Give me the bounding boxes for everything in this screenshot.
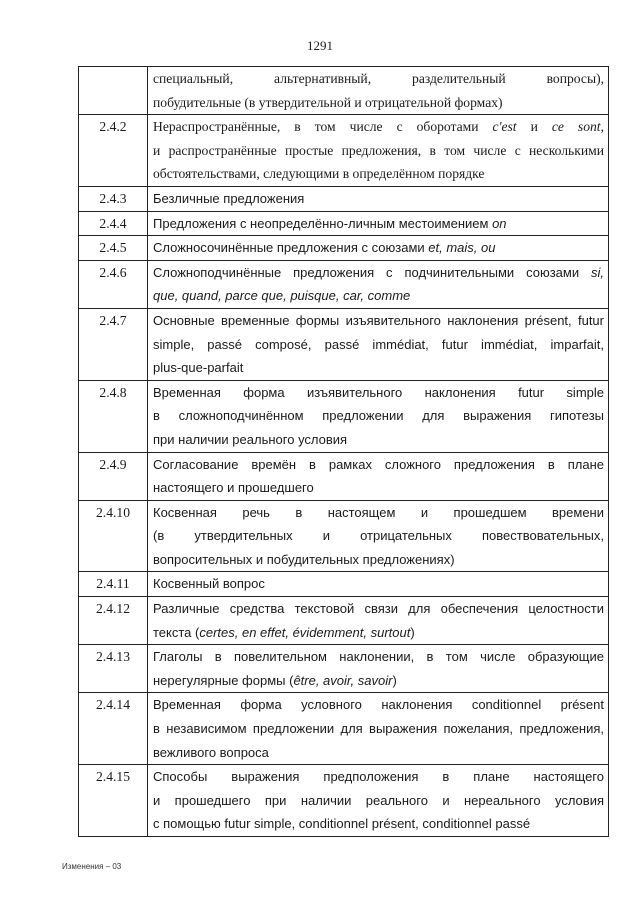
text-fragment: при наличии реального условия	[153, 431, 348, 447]
text-fragment: обстоятельствами, следующими в определённом порядке	[153, 166, 485, 182]
text-fragment: Косвенный вопрос	[153, 576, 265, 592]
text-fragment: (в утвердительных и отрицательных повествовательных,	[153, 528, 604, 544]
text-line	[153, 261, 604, 285]
table-row	[79, 500, 609, 572]
text-fragment: plus-que-parfait	[153, 360, 244, 376]
text-fragment: вежливого вопроса	[153, 744, 269, 760]
text-line	[153, 476, 604, 500]
table-body	[79, 67, 609, 837]
section-number: 2.4.13	[79, 645, 148, 693]
text-line	[153, 404, 604, 428]
table-row	[79, 693, 609, 765]
topic-description	[148, 597, 609, 645]
topic-description	[148, 186, 609, 211]
section-number: 2.4.5	[79, 236, 148, 261]
topic-description	[148, 380, 609, 452]
table-row	[79, 236, 609, 261]
text-fragment: настоящего и прошедшего	[153, 480, 314, 496]
topic-description	[148, 693, 609, 765]
topic-description	[148, 236, 609, 261]
section-number: 2.4.14	[79, 693, 148, 765]
text-line	[153, 453, 604, 477]
section-number: 2.4.4	[79, 211, 148, 236]
italic-term: être, avoir, savoir	[293, 672, 393, 688]
text-line	[153, 284, 604, 308]
text-line	[153, 381, 604, 405]
topic-description	[148, 572, 609, 597]
text-line	[153, 212, 604, 236]
section-number	[79, 67, 148, 115]
italic-term: on	[492, 215, 507, 231]
text-fragment: вопросительных и побудительных предложениях)	[153, 551, 455, 567]
text-line	[153, 645, 604, 669]
topic-description	[148, 765, 609, 837]
text-line	[153, 693, 604, 717]
text-line	[153, 812, 604, 836]
text-fragment: и распространённые простые предложения, в том числе с несколькими	[153, 142, 604, 158]
table-row	[79, 260, 609, 308]
text-fragment: специальный, альтернативный, разделительный вопросы),	[153, 71, 604, 86]
topic-description	[148, 67, 609, 115]
italic-term: c'est	[492, 119, 517, 135]
text-fragment: ,	[600, 119, 604, 135]
text-line	[153, 548, 604, 572]
text-fragment: Косвенная речь в настоящем и прошедшем времени	[153, 504, 604, 520]
text-fragment: Предложения с неопределённо-личным местоимением	[153, 215, 493, 231]
text-fragment: в сложноподчинённом предложении для выражения гипотезы	[153, 408, 604, 424]
text-fragment: Безличные предложения	[153, 190, 305, 206]
text-line	[153, 115, 604, 139]
italic-term: et, mais, ou	[428, 240, 496, 256]
topic-description	[148, 115, 609, 187]
table-row	[79, 572, 609, 597]
text-line	[153, 572, 604, 596]
text-line	[153, 236, 604, 260]
text-fragment: Нераспространённые, в том числе с оборотами	[153, 119, 493, 135]
page-footer: Изменения – 03	[62, 862, 122, 871]
topic-description	[148, 452, 609, 500]
text-line	[153, 524, 604, 548]
text-fragment: Сложноподчинённые предложения с подчинительными союзами	[153, 264, 591, 280]
text-fragment: с помощью futur simple, conditionnel présent, conditionnel passé	[153, 816, 531, 832]
text-fragment: Согласование времён в рамках сложного предложения в плане	[153, 456, 604, 472]
text-line	[153, 139, 604, 163]
text-fragment: и	[516, 119, 552, 135]
table-row	[79, 308, 609, 380]
text-line	[153, 717, 604, 741]
grammar-topics-table	[78, 66, 609, 837]
text-line	[153, 597, 604, 621]
table-row	[79, 186, 609, 211]
text-fragment: в независимом предложении для выражения пожелания, предложения,	[153, 721, 604, 737]
text-line	[153, 428, 604, 452]
text-line	[153, 91, 604, 115]
italic-term: ce sont	[551, 119, 601, 135]
section-number: 2.4.9	[79, 452, 148, 500]
section-number: 2.4.8	[79, 380, 148, 452]
text-fragment: Основные временные формы изъявительного наклонения présent, futur	[153, 312, 604, 328]
topic-description	[148, 211, 609, 236]
section-number: 2.4.7	[79, 308, 148, 380]
text-fragment: Различные средства текстовой связи для обеспечения целостности	[153, 601, 604, 617]
table-row	[79, 452, 609, 500]
section-number: 2.4.2	[79, 115, 148, 187]
text-fragment: )	[392, 672, 397, 688]
text-line	[153, 621, 604, 645]
text-fragment: побудительные (в утвердительной и отрицательной формах)	[153, 94, 503, 110]
text-line	[153, 741, 604, 765]
text-fragment: Способы выражения предположения в плане настоящего	[153, 769, 604, 785]
text-fragment: )	[410, 624, 415, 640]
table-row	[79, 645, 609, 693]
table-row	[79, 765, 609, 837]
text-line	[153, 501, 604, 525]
text-line	[153, 356, 604, 380]
italic-term: si,	[591, 264, 604, 280]
section-number: 2.4.6	[79, 260, 148, 308]
topic-description	[148, 308, 609, 380]
italic-term: certes, en effet, évidemment, surtout	[199, 624, 411, 640]
text-line	[153, 669, 604, 693]
section-number: 2.4.10	[79, 500, 148, 572]
text-fragment: и прошедшего при наличии реального и нереального условия	[153, 792, 604, 808]
text-fragment: текста (	[153, 624, 200, 640]
text-line	[153, 162, 604, 186]
table-row	[79, 380, 609, 452]
italic-term: que, quand, parce que, puisque, car, comme	[153, 288, 411, 304]
text-fragment: Временная форма условного наклонения conditionnel présent	[153, 697, 604, 713]
text-line	[153, 333, 604, 357]
topic-description	[148, 645, 609, 693]
text-line	[153, 67, 604, 91]
text-fragment: Сложносочинённые предложения с союзами	[153, 240, 429, 256]
section-number: 2.4.3	[79, 186, 148, 211]
text-fragment: нерегулярные формы (	[153, 672, 294, 688]
text-fragment: Временная форма изъявительного наклонения futur simple	[153, 384, 604, 400]
section-number: 2.4.12	[79, 597, 148, 645]
table-row	[79, 115, 609, 187]
page-number: 1291	[307, 38, 333, 53]
table-row	[79, 67, 609, 115]
table-row	[79, 211, 609, 236]
topic-description	[148, 500, 609, 572]
text-line	[153, 789, 604, 813]
table-row	[79, 597, 609, 645]
text-fragment: Глаголы в повелительном наклонении, в том числе образующие	[153, 649, 604, 665]
text-line	[153, 187, 604, 211]
text-line	[153, 309, 604, 333]
text-fragment: simple, passé composé, passé immédiat, futur immédiat, imparfait,	[153, 336, 604, 352]
section-number: 2.4.15	[79, 765, 148, 837]
section-number: 2.4.11	[79, 572, 148, 597]
topic-description	[148, 260, 609, 308]
text-line	[153, 765, 604, 789]
